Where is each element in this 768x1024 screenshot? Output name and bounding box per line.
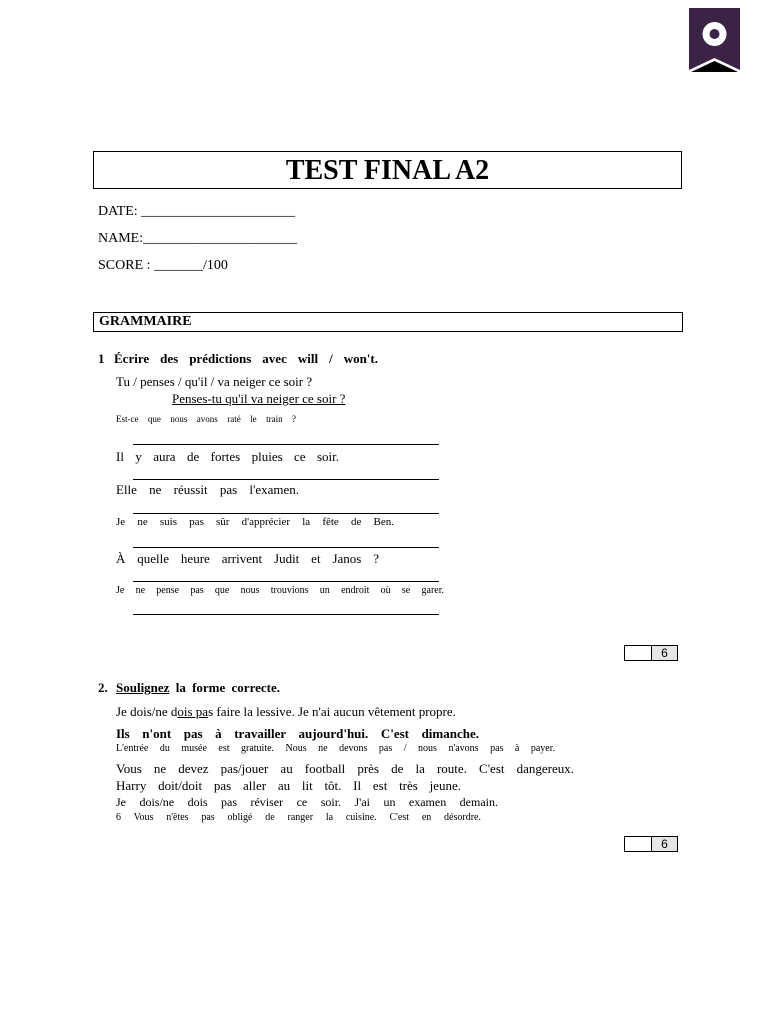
score-field[interactable]: SCORE : _______/100: [98, 258, 228, 273]
q1-answer-line-6[interactable]: [133, 614, 439, 615]
q2-example-part2: s faire la lessive. Je n'ai aucun vêtement propre.: [208, 704, 456, 719]
q2-score-total: 6: [652, 837, 677, 851]
page-title: TEST FINAL A2: [93, 151, 682, 189]
q2-score-blank[interactable]: [625, 837, 652, 851]
q2-item-2: L'entrée du musée est gratuite. Nous ne devons pas / nous n'avons pas à payer.: [116, 743, 555, 754]
q2-score-box: [624, 836, 678, 852]
q2-item-5: Je dois/ne dois pas réviser ce soir. J'ai un examen demain.: [116, 795, 498, 809]
q2-heading: [116, 680, 280, 696]
q1-answer-line-2[interactable]: [133, 479, 439, 480]
name-field[interactable]: NAME:______________________: [98, 231, 298, 246]
q1-number: 1: [98, 351, 105, 366]
q1-answer-line-3[interactable]: [133, 513, 439, 514]
q1-item-5: À quelle heure arrivent Judit et Janos ?: [116, 551, 379, 566]
q2-example-part1: Je dois/ne d: [116, 704, 178, 719]
q1-heading: Écrire des prédictions avec will / won't.: [114, 351, 378, 366]
q1-answer-line-4[interactable]: [133, 547, 439, 548]
publisher-logo: [689, 8, 740, 76]
q2-number: 2.: [98, 680, 108, 695]
q1-item-2: Il y aura de fortes pluies ce soir.: [116, 449, 339, 464]
q2-item-6: 6 Vous n'êtes pas obligé de ranger la cuisine. C'est en désordre.: [116, 812, 481, 823]
q2-example: [116, 704, 456, 720]
q2-item-4: Harry doit/doit pas aller au lit tôt. Il est très jeune.: [116, 778, 461, 793]
q2-example-underlined: ois pa: [177, 704, 209, 719]
q1-item-1: Est-ce que nous avons raté le train ?: [116, 414, 296, 424]
q2-item-3: Vous ne devez pas/jouer au football près de la route. C'est dangereux.: [116, 761, 574, 776]
q2-item-1: Ils n'ont pas à travailler aujourd'hui. C'est dimanche.: [116, 726, 479, 741]
date-field[interactable]: DATE: ______________________: [98, 204, 296, 219]
q1-score-total: 6: [652, 646, 677, 660]
q2-heading-rest: la forme correcte.: [175, 680, 280, 695]
q1-answer-line-5[interactable]: [133, 581, 439, 582]
q1-item-3: Elle ne réussit pas l'examen.: [116, 482, 299, 497]
q2-heading-underlined: Soulignez: [116, 680, 170, 695]
q1-item-4: Je ne suis pas sûr d'apprécier la fête de Ben.: [116, 516, 394, 528]
q1-item-6: Je ne pense pas que nous trouvions un endroit où se garer.: [116, 585, 444, 596]
q1-score-box: [624, 645, 678, 661]
section-heading: GRAMMAIRE: [93, 312, 683, 332]
q1-example-answer: Penses-tu qu'il va neiger ce soir ?: [172, 391, 346, 406]
q1-score-blank[interactable]: [625, 646, 652, 660]
q1-answer-line-1[interactable]: [133, 444, 439, 445]
q1-example-prompt: Tu / penses / qu'il / va neiger ce soir ?: [116, 374, 313, 389]
